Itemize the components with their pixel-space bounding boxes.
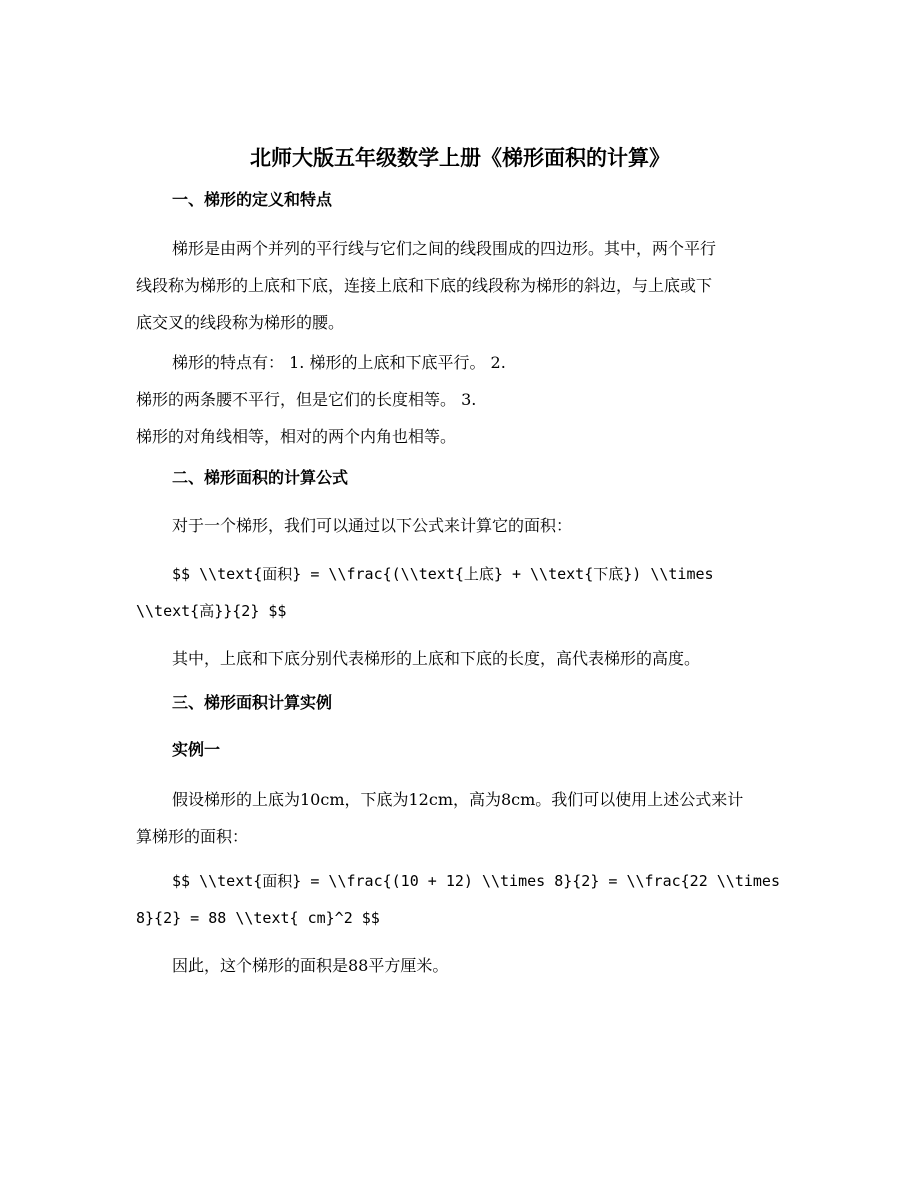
paragraph-line: 梯形的特点有： 1. 梯形的上底和下底平行。 2.	[172, 353, 506, 372]
paragraph-line: 梯形是由两个并列的平行线与它们之间的线段围成的四边形。其中，两个平行	[172, 239, 717, 258]
paragraph-line: 对于一个梯形，我们可以通过以下公式来计算它的面积：	[172, 516, 573, 535]
paragraph-line: 线段称为梯形的上底和下底，连接上底和下底的线段称为梯形的斜边，与上底或下	[136, 276, 713, 295]
definition-paragraph	[136, 230, 788, 341]
document-title: 北师大版五年级数学上册《梯形面积的计算》	[250, 146, 670, 170]
formula-explanation-paragraph	[136, 640, 788, 677]
example-heading: 实例一	[172, 740, 221, 759]
formula-line: $$ \\text{面积} = \\frac{(\\text{上底} + \\text{下底}) \\times	[172, 565, 714, 583]
example-conclusion-paragraph	[136, 947, 788, 984]
example-problem-paragraph	[136, 781, 788, 855]
formula-line: 8}{2} = 88 \\text{ cm}^2 $$	[136, 909, 380, 927]
paragraph-line: 底交叉的线段称为梯形的腰。	[136, 313, 345, 332]
formula-intro-paragraph	[136, 507, 788, 544]
paragraph-line: 算梯形的面积：	[136, 827, 249, 846]
section-heading-examples: 三、梯形面积计算实例	[172, 693, 333, 712]
features-paragraph	[136, 344, 788, 455]
formula-line: $$ \\text{面积} = \\frac{(10 + 12) \\times 8}{2} = \\frac{22 \\times	[172, 872, 780, 890]
paragraph-line: 因此，这个梯形的面积是88平方厘米。	[172, 956, 449, 975]
paragraph-line: 梯形的对角线相等，相对的两个内角也相等。	[136, 427, 457, 446]
paragraph-line: 梯形的两条腰不平行，但是它们的长度相等。 3.	[136, 390, 477, 409]
example-formula	[136, 863, 788, 937]
section-heading-definition: 一、梯形的定义和特点	[172, 190, 333, 209]
section-heading-formula: 二、梯形面积的计算公式	[172, 468, 349, 487]
formula-line: \\text{高}}{2} $$	[136, 602, 287, 620]
area-formula	[136, 556, 788, 630]
paragraph-line: 假设梯形的上底为10cm，下底为12cm，高为8cm。我们可以使用上述公式来计	[172, 790, 744, 809]
paragraph-line: 其中，上底和下底分别代表梯形的上底和下底的长度，高代表梯形的高度。	[172, 649, 701, 668]
